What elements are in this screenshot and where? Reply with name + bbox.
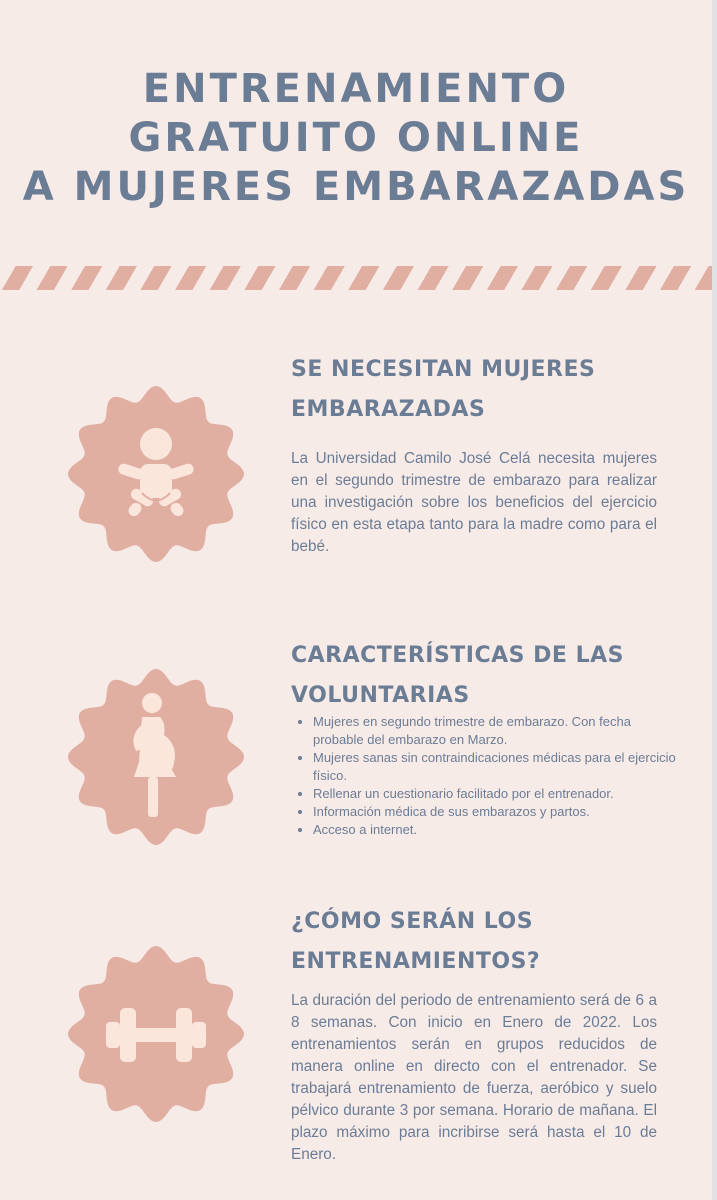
page-title: ENTRENAMIENTO GRATUITO ONLINE A MUJERES EMBARAZADAS [22, 65, 690, 210]
voluntarias-list [291, 713, 683, 839]
section-heading: SE NECESITAN MUJERES EMBARAZADAS [291, 357, 596, 422]
pregnant-woman-icon [62, 663, 250, 851]
section-heading: ¿CÓMO SERÁN LOS ENTRENAMIENTOS? [291, 909, 541, 974]
dumbbell-badge [62, 940, 250, 1128]
list-item: • Mujeres en segundo trimestre de embarazo. Con fecha probable del embarazo en Marzo. [313, 713, 683, 749]
striped-divider [0, 266, 712, 290]
list-item: • Información médica de sus embarazos y partos. [313, 803, 683, 821]
baby-badge [62, 380, 250, 568]
list-item: • Mujeres sanas sin contraindicaciones médicas para el ejercicio físico. [313, 749, 683, 785]
section-heading: CARACTERÍSTICAS DE LAS VOLUNTARIAS [291, 643, 624, 708]
list-item: • Acceso a internet. [313, 821, 683, 839]
pregnant-woman-badge [62, 663, 250, 851]
list-item: • Rellenar un cuestionario facilitado por el entrenador. [313, 785, 683, 803]
baby-icon [62, 380, 250, 568]
section-text: La Universidad Camilo José Celá necesita mujeres en el segundo trimestre de embarazo para realizar una investigación sobre los beneficios del ejercicio físico en esta etapa tanto para la madre como para el bebé. [291, 450, 657, 555]
section-text: La duración del periodo de entrenamiento será de 6 a 8 semanas. Con inicio en Enero de 2022. Los entrenamientos serán en grupos reducidos de manera online en directo con el entrenador. Se trabajará entrenamiento de fuerza, aeróbico y suelo pélvico durante 3 por semana. Horario de mañana. El plazo máximo para incribirse será hasta el 10 de Enero. [291, 992, 657, 1163]
dumbbell-icon [62, 940, 250, 1128]
